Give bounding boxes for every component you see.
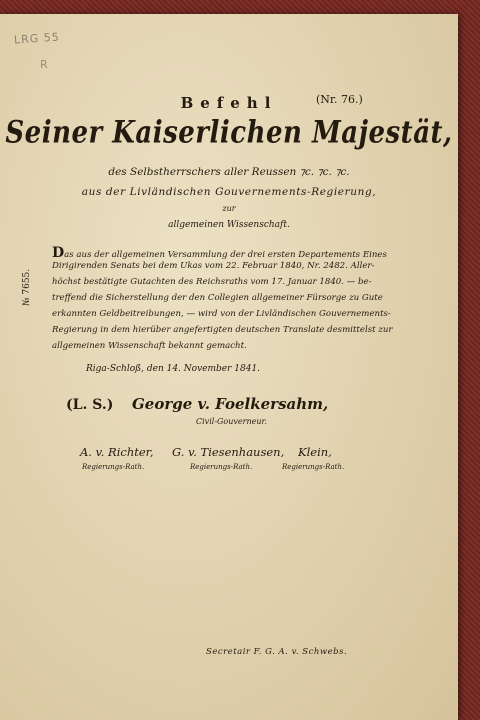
governor-title: Civil-Gouverneur.	[196, 417, 267, 426]
document-number: (Nr. 76.)	[316, 93, 363, 106]
signatory-1-name: A. v. Richter,	[80, 445, 154, 459]
body-line-7: allgemeinen Wissenschaft bekannt gemacht.	[52, 341, 247, 351]
subtitle-line-1: des Selbstherrschers aller Reussen ⁊c. ⁊c. ⁊c.	[108, 166, 350, 178]
body-line-6: Regierung in dem hierüber angefertigten deutschen Translate desmittelst zur	[52, 325, 393, 335]
signatory-1-title: Regierungs-Rath.	[82, 463, 145, 471]
body-line-3: höchst bestätigte Gutachten des Reichsraths vom 17. Januar 1840. — be-	[52, 277, 372, 287]
signatory-3-name: Klein,	[298, 445, 332, 459]
body-line-1	[52, 245, 387, 261]
margin-reference-number: № 7655.	[22, 268, 32, 306]
signatory-2-name: G. v. Tiesenhausen,	[172, 445, 285, 459]
subtitle-line-4: allgemeinen Wissenschaft.	[168, 220, 290, 230]
signatory-2-title: Regierungs-Rath.	[190, 463, 253, 471]
issue-date: Riga-Schloß, den 14. November 1841.	[86, 364, 261, 374]
body-text: as aus der allgemeinen Versammlung der drei ersten Departements Eines	[64, 250, 387, 260]
signatory-3-title: Regierungs-Rath.	[282, 463, 345, 471]
governor-signature: George v. Foelkersahm,	[132, 395, 329, 413]
pencil-annotation: LRG 55	[13, 30, 61, 47]
document-page	[0, 14, 458, 720]
body-line-5: erkannten Geldbeitreibungen, — wird von der Livländischen Gouvernements-	[52, 309, 391, 319]
drop-cap: D	[52, 245, 65, 261]
subtitle-line-3: zur	[222, 204, 236, 213]
body-line-2: Dirigirenden Senats bei dem Ukas vom 22. Februar 1840, Nr. 2482. Aller-	[52, 261, 375, 271]
body-line-4: treffend die Sicherstellung der den Collegien allgemeiner Fürsorge zu Gute	[52, 293, 383, 303]
pencil-annotation-2: R	[40, 58, 48, 71]
document-title: Seiner Kaiserlichen Majestät,	[5, 115, 453, 151]
document-heading: Befehl	[180, 94, 278, 112]
secretary-signature: Secretair F. G. A. v. Schwebs.	[206, 647, 348, 657]
subtitle-line-2: aus der Livländischen Gouvernements-Regierung,	[81, 186, 377, 198]
seal-mark: (L. S.)	[66, 397, 114, 413]
